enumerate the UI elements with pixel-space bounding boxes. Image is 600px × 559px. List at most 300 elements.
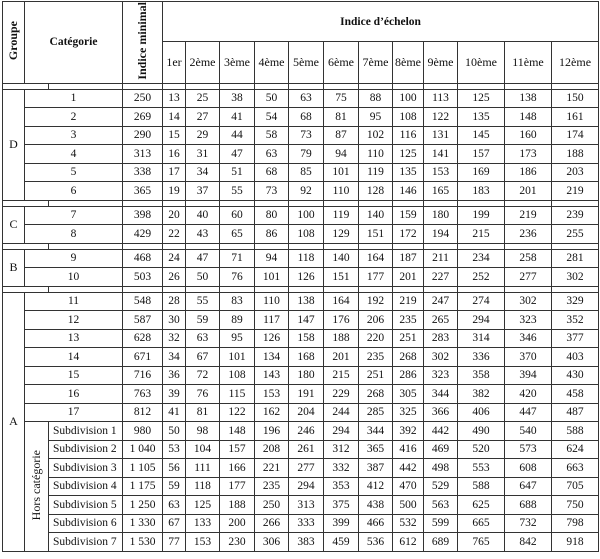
echelon-value-cell: 536 (359, 533, 393, 552)
echelon-value-cell: 67 (186, 348, 220, 367)
echelon-value-cell: 147 (289, 311, 324, 330)
table-row (3, 206, 599, 225)
category-cell: Subdivision 3 (49, 459, 123, 478)
echelon-value-cell: 227 (424, 268, 458, 287)
echelon-value-cell: 76 (186, 385, 220, 404)
echelon-value-cell: 81 (324, 108, 359, 127)
echelon-value-cell: 498 (424, 459, 458, 478)
echelon-value-cell: 79 (289, 145, 324, 164)
echelon-value-cell: 44 (220, 126, 255, 145)
echelon-value-cell: 86 (255, 225, 289, 244)
echelon-value-cell: 81 (186, 403, 220, 422)
echelon-value-cell: 122 (424, 108, 458, 127)
echelon-value-cell: 76 (220, 268, 255, 287)
echelon-value-cell: 206 (359, 311, 393, 330)
category-cell: 7 (25, 206, 123, 225)
echelon-value-cell: 487 (552, 403, 599, 422)
echelon-value-cell: 247 (424, 292, 458, 311)
echelon-value-cell: 68 (255, 163, 289, 182)
echelon-value-cell: 32 (163, 329, 186, 348)
echelon-value-cell: 352 (552, 311, 599, 330)
echelon-value-cell: 294 (458, 311, 505, 330)
table-row (3, 108, 599, 127)
echelon-value-cell: 252 (458, 268, 505, 287)
echelon-value-cell: 153 (424, 163, 458, 182)
echelon-value-cell: 219 (552, 182, 599, 201)
echelon-value-cell: 235 (359, 348, 393, 367)
echelon-value-cell: 72 (186, 366, 220, 385)
echelon-value-cell: 765 (458, 533, 505, 552)
echelon-value-cell: 266 (255, 514, 289, 533)
echelon-value-cell: 126 (289, 268, 324, 287)
header-indice-minimal: Indice minimal (123, 2, 163, 84)
echelon-value-cell: 85 (289, 163, 324, 182)
echelon-value-cell: 16 (163, 145, 186, 164)
echelon-value-cell: 47 (186, 249, 220, 268)
table-row (3, 366, 599, 385)
echelon-value-cell: 732 (505, 514, 552, 533)
table-row (3, 422, 599, 441)
echelon-value-cell: 204 (289, 403, 324, 422)
echelon-value-cell: 302 (552, 268, 599, 287)
category-cell: 3 (25, 126, 123, 145)
echelon-value-cell: 113 (424, 89, 458, 108)
header-echelon: 1er (163, 42, 186, 84)
header-echelon: 3ème (220, 42, 255, 84)
echelon-value-cell: 122 (220, 403, 255, 422)
echelon-value-cell: 54 (255, 108, 289, 127)
echelon-value-cell: 382 (458, 385, 505, 404)
category-cell: 6 (25, 182, 123, 201)
echelon-value-cell: 138 (505, 89, 552, 108)
table-row (3, 348, 599, 367)
echelon-value-cell: 157 (220, 440, 255, 459)
echelon-value-cell: 842 (505, 533, 552, 552)
echelon-value-cell: 188 (324, 329, 359, 348)
echelon-value-cell: 150 (552, 89, 599, 108)
echelon-value-cell: 145 (458, 126, 505, 145)
group-label: D (3, 89, 25, 200)
echelon-value-cell: 134 (255, 348, 289, 367)
echelon-value-cell: 41 (163, 403, 186, 422)
echelon-value-cell: 73 (255, 182, 289, 201)
echelon-value-cell: 60 (220, 206, 255, 225)
echelon-value-cell: 87 (324, 126, 359, 145)
indice-minimal-cell: 1 530 (123, 533, 163, 552)
echelon-value-cell: 118 (289, 249, 324, 268)
header-categorie: Catégorie (25, 2, 123, 84)
category-cell: 16 (25, 385, 123, 404)
category-cell: 5 (25, 163, 123, 182)
echelon-value-cell: 255 (552, 225, 599, 244)
echelon-value-cell: 41 (220, 108, 255, 127)
echelon-value-cell: 438 (359, 496, 393, 515)
echelon-value-cell: 540 (505, 422, 552, 441)
echelon-value-cell: 285 (359, 403, 393, 422)
echelon-value-cell: 177 (359, 268, 393, 287)
echelon-value-cell: 138 (289, 292, 324, 311)
category-cell: 15 (25, 366, 123, 385)
echelon-value-cell: 158 (289, 329, 324, 348)
echelon-value-cell: 146 (393, 182, 424, 201)
echelon-value-cell: 94 (255, 249, 289, 268)
category-cell: 8 (25, 225, 123, 244)
echelon-value-cell: 234 (458, 249, 505, 268)
echelon-value-cell: 104 (186, 440, 220, 459)
table-row (3, 403, 599, 422)
echelon-value-cell: 186 (505, 163, 552, 182)
category-cell: 14 (25, 348, 123, 367)
echelon-value-cell: 95 (220, 329, 255, 348)
echelon-value-cell: 191 (289, 385, 324, 404)
echelon-value-cell: 344 (424, 385, 458, 404)
echelon-value-cell: 28 (163, 292, 186, 311)
echelon-value-cell: 140 (359, 206, 393, 225)
echelon-value-cell: 30 (163, 311, 186, 330)
echelon-value-cell: 196 (255, 422, 289, 441)
echelon-value-cell: 148 (220, 422, 255, 441)
echelon-value-cell: 665 (458, 514, 505, 533)
echelon-value-cell: 47 (220, 145, 255, 164)
category-cell: Subdivision 1 (49, 422, 123, 441)
category-cell: 10 (25, 268, 123, 287)
echelon-value-cell: 153 (186, 533, 220, 552)
table-row (3, 89, 599, 108)
echelon-value-cell: 268 (393, 348, 424, 367)
echelon-value-cell: 305 (393, 385, 424, 404)
category-cell: 17 (25, 403, 123, 422)
indice-minimal-cell: 812 (123, 403, 163, 422)
echelon-value-cell: 67 (163, 514, 186, 533)
echelon-value-cell: 277 (505, 268, 552, 287)
table-row (3, 268, 599, 287)
echelon-value-cell: 520 (458, 440, 505, 459)
echelon-value-cell: 25 (186, 89, 220, 108)
echelon-value-cell: 313 (289, 496, 324, 515)
echelon-value-cell: 164 (324, 292, 359, 311)
echelon-value-cell: 442 (393, 459, 424, 478)
echelon-value-cell: 416 (393, 440, 424, 459)
indice-table (2, 1, 599, 552)
echelon-value-cell: 17 (163, 163, 186, 182)
echelon-value-cell: 164 (359, 249, 393, 268)
echelon-value-cell: 143 (255, 366, 289, 385)
echelon-value-cell: 377 (552, 329, 599, 348)
echelon-value-cell: 115 (220, 385, 255, 404)
indice-minimal-cell: 429 (123, 225, 163, 244)
echelon-value-cell: 532 (393, 514, 424, 533)
echelon-value-cell: 153 (255, 385, 289, 404)
table-row (3, 126, 599, 145)
echelon-value-cell: 344 (359, 422, 393, 441)
echelon-value-cell: 71 (220, 249, 255, 268)
echelon-value-cell: 101 (255, 268, 289, 287)
echelon-value-cell: 125 (393, 145, 424, 164)
echelon-value-cell: 688 (505, 496, 552, 515)
table-row (3, 329, 599, 348)
echelon-value-cell: 329 (552, 292, 599, 311)
echelon-value-cell: 22 (163, 225, 186, 244)
echelon-value-cell: 165 (424, 182, 458, 201)
echelon-value-cell: 180 (289, 366, 324, 385)
echelon-value-cell: 135 (393, 163, 424, 182)
echelon-value-cell: 599 (424, 514, 458, 533)
echelon-value-cell: 750 (552, 496, 599, 515)
indice-minimal-cell: 716 (123, 366, 163, 385)
echelon-value-cell: 399 (324, 514, 359, 533)
echelon-value-cell: 92 (289, 182, 324, 201)
echelon-value-cell: 129 (324, 225, 359, 244)
indice-minimal-cell: 313 (123, 145, 163, 164)
echelon-value-cell: 51 (220, 163, 255, 182)
echelon-value-cell: 689 (424, 533, 458, 552)
header-echelon: 6ème (324, 42, 359, 84)
echelon-value-cell: 251 (393, 329, 424, 348)
echelon-value-cell: 180 (424, 206, 458, 225)
echelon-value-cell: 34 (186, 163, 220, 182)
echelon-value-cell: 151 (324, 268, 359, 287)
echelon-value-cell: 173 (505, 145, 552, 164)
echelon-value-cell: 63 (186, 329, 220, 348)
echelon-value-cell: 63 (255, 145, 289, 164)
echelon-value-cell: 394 (505, 366, 552, 385)
echelon-value-cell: 63 (163, 496, 186, 515)
echelon-value-cell: 246 (289, 422, 324, 441)
echelon-value-cell: 420 (505, 385, 552, 404)
echelon-value-cell: 24 (163, 249, 186, 268)
header-echelon: 4ème (255, 42, 289, 84)
echelon-value-cell: 34 (163, 348, 186, 367)
indice-minimal-cell: 671 (123, 348, 163, 367)
echelon-value-cell: 188 (552, 145, 599, 164)
echelon-value-cell: 108 (289, 225, 324, 244)
header-echelon: 9ème (424, 42, 458, 84)
echelon-value-cell: 177 (220, 477, 255, 496)
echelon-value-cell: 553 (458, 459, 505, 478)
echelon-value-cell: 160 (505, 126, 552, 145)
indice-minimal-cell: 398 (123, 206, 163, 225)
category-cell: Subdivision 5 (49, 496, 123, 515)
echelon-value-cell: 40 (186, 206, 220, 225)
echelon-value-cell: 412 (359, 477, 393, 496)
echelon-value-cell: 314 (458, 329, 505, 348)
echelon-value-cell: 161 (552, 108, 599, 127)
echelon-value-cell: 370 (505, 348, 552, 367)
table-row (3, 496, 599, 515)
indice-minimal-cell: 587 (123, 311, 163, 330)
echelon-value-cell: 108 (393, 108, 424, 127)
table-row (3, 385, 599, 404)
echelon-value-cell: 261 (289, 440, 324, 459)
echelon-value-cell: 55 (186, 292, 220, 311)
echelon-value-cell: 215 (458, 225, 505, 244)
indice-minimal-cell: 290 (123, 126, 163, 145)
echelon-value-cell: 430 (552, 366, 599, 385)
echelon-value-cell: 73 (289, 126, 324, 145)
category-cell: 11 (25, 292, 123, 311)
category-cell: Subdivision 6 (49, 514, 123, 533)
echelon-value-cell: 111 (186, 459, 220, 478)
echelon-value-cell: 183 (458, 182, 505, 201)
echelon-value-cell: 56 (163, 459, 186, 478)
echelon-value-cell: 110 (359, 145, 393, 164)
echelon-value-cell: 215 (324, 366, 359, 385)
echelon-value-cell: 277 (289, 459, 324, 478)
echelon-value-cell: 68 (289, 108, 324, 127)
echelon-value-cell: 230 (220, 533, 255, 552)
indice-minimal-cell: 365 (123, 182, 163, 201)
echelon-value-cell: 625 (458, 496, 505, 515)
echelon-value-cell: 194 (424, 225, 458, 244)
echelon-value-cell: 346 (505, 329, 552, 348)
echelon-value-cell: 201 (505, 182, 552, 201)
header-echelon: 5ème (289, 42, 324, 84)
echelon-value-cell: 187 (393, 249, 424, 268)
echelon-value-cell: 140 (324, 249, 359, 268)
echelon-value-cell: 15 (163, 126, 186, 145)
echelon-value-cell: 705 (552, 477, 599, 496)
echelon-value-cell: 157 (458, 145, 505, 164)
indice-minimal-cell: 269 (123, 108, 163, 127)
echelon-value-cell: 306 (255, 533, 289, 552)
echelon-value-cell: 95 (359, 108, 393, 127)
echelon-value-cell: 176 (324, 311, 359, 330)
echelon-value-cell: 101 (324, 163, 359, 182)
echelon-value-cell: 36 (163, 366, 186, 385)
echelon-value-cell: 75 (324, 89, 359, 108)
echelon-value-cell: 573 (505, 440, 552, 459)
echelon-value-cell: 166 (220, 459, 255, 478)
echelon-value-cell: 250 (255, 496, 289, 515)
table-row (3, 292, 599, 311)
echelon-value-cell: 358 (458, 366, 505, 385)
category-cell: 2 (25, 108, 123, 127)
echelon-value-cell: 201 (393, 268, 424, 287)
echelon-value-cell: 141 (424, 145, 458, 164)
echelon-value-cell: 118 (186, 477, 220, 496)
echelon-value-cell: 65 (220, 225, 255, 244)
echelon-value-cell: 366 (424, 403, 458, 422)
echelon-value-cell: 323 (505, 311, 552, 330)
echelon-value-cell: 55 (220, 182, 255, 201)
table-row (3, 477, 599, 496)
category-cell: Subdivision 2 (49, 440, 123, 459)
echelon-value-cell: 500 (393, 496, 424, 515)
echelon-value-cell: 383 (289, 533, 324, 552)
indice-minimal-cell: 1 175 (123, 477, 163, 496)
table-row (3, 440, 599, 459)
echelon-value-cell: 174 (552, 126, 599, 145)
echelon-value-cell: 88 (359, 89, 393, 108)
header-echelon: 8ème (393, 42, 424, 84)
echelon-value-cell: 172 (393, 225, 424, 244)
echelon-value-cell: 294 (324, 422, 359, 441)
echelon-value-cell: 333 (289, 514, 324, 533)
echelon-value-cell: 26 (163, 268, 186, 287)
echelon-value-cell: 236 (505, 225, 552, 244)
echelon-value-cell: 135 (458, 108, 505, 127)
header-echelon: 7ème (359, 42, 393, 84)
echelon-value-cell: 798 (552, 514, 599, 533)
echelon-value-cell: 219 (505, 206, 552, 225)
header-indice-echelon: Indice d’échelon (163, 2, 599, 42)
echelon-value-cell: 43 (186, 225, 220, 244)
echelon-value-cell: 244 (324, 403, 359, 422)
category-cell: 9 (25, 249, 123, 268)
echelon-value-cell: 37 (186, 182, 220, 201)
echelon-value-cell: 100 (393, 89, 424, 108)
table-row (3, 459, 599, 478)
indice-minimal-cell: 1 105 (123, 459, 163, 478)
echelon-value-cell: 19 (163, 182, 186, 201)
echelon-value-cell: 365 (359, 440, 393, 459)
echelon-value-cell: 131 (424, 126, 458, 145)
indice-minimal-cell: 338 (123, 163, 163, 182)
echelon-value-cell: 162 (255, 403, 289, 422)
echelon-value-cell: 63 (289, 89, 324, 108)
table-row (3, 249, 599, 268)
echelon-value-cell: 392 (393, 422, 424, 441)
echelon-value-cell: 199 (458, 206, 505, 225)
echelon-value-cell: 102 (359, 126, 393, 145)
echelon-value-cell: 77 (163, 533, 186, 552)
echelon-value-cell: 323 (424, 366, 458, 385)
category-cell: 12 (25, 311, 123, 330)
echelon-value-cell: 406 (458, 403, 505, 422)
echelon-value-cell: 126 (255, 329, 289, 348)
echelon-value-cell: 201 (324, 348, 359, 367)
echelon-value-cell: 229 (324, 385, 359, 404)
echelon-value-cell: 302 (424, 348, 458, 367)
echelon-value-cell: 211 (424, 249, 458, 268)
echelon-value-cell: 83 (220, 292, 255, 311)
echelon-value-cell: 251 (359, 366, 393, 385)
indice-minimal-cell: 1 330 (123, 514, 163, 533)
echelon-value-cell: 302 (505, 292, 552, 311)
echelon-value-cell: 265 (424, 311, 458, 330)
echelon-value-cell: 258 (505, 249, 552, 268)
header-echelon: 12ème (552, 42, 599, 84)
echelon-value-cell: 283 (424, 329, 458, 348)
echelon-value-cell: 647 (505, 477, 552, 496)
echelon-value-cell: 281 (552, 249, 599, 268)
table-row (3, 533, 599, 552)
echelon-value-cell: 128 (359, 182, 393, 201)
table-row (3, 145, 599, 164)
echelon-value-cell: 100 (289, 206, 324, 225)
echelon-value-cell: 27 (186, 108, 220, 127)
echelon-value-cell: 663 (552, 459, 599, 478)
echelon-value-cell: 38 (220, 89, 255, 108)
group-label: C (3, 206, 25, 243)
category-cell: Subdivision 4 (49, 477, 123, 496)
echelon-value-cell: 108 (220, 366, 255, 385)
echelon-value-cell: 94 (324, 145, 359, 164)
category-cell: 1 (25, 89, 123, 108)
indice-minimal-cell: 980 (123, 422, 163, 441)
echelon-value-cell: 447 (505, 403, 552, 422)
echelon-value-cell: 39 (163, 385, 186, 404)
echelon-value-cell: 188 (220, 496, 255, 515)
echelon-value-cell: 235 (255, 477, 289, 496)
table-row (3, 163, 599, 182)
echelon-value-cell: 286 (393, 366, 424, 385)
echelon-value-cell: 235 (393, 311, 424, 330)
indice-minimal-cell: 1 250 (123, 496, 163, 515)
echelon-value-cell: 58 (255, 126, 289, 145)
echelon-value-cell: 192 (359, 292, 393, 311)
echelon-value-cell: 336 (458, 348, 505, 367)
